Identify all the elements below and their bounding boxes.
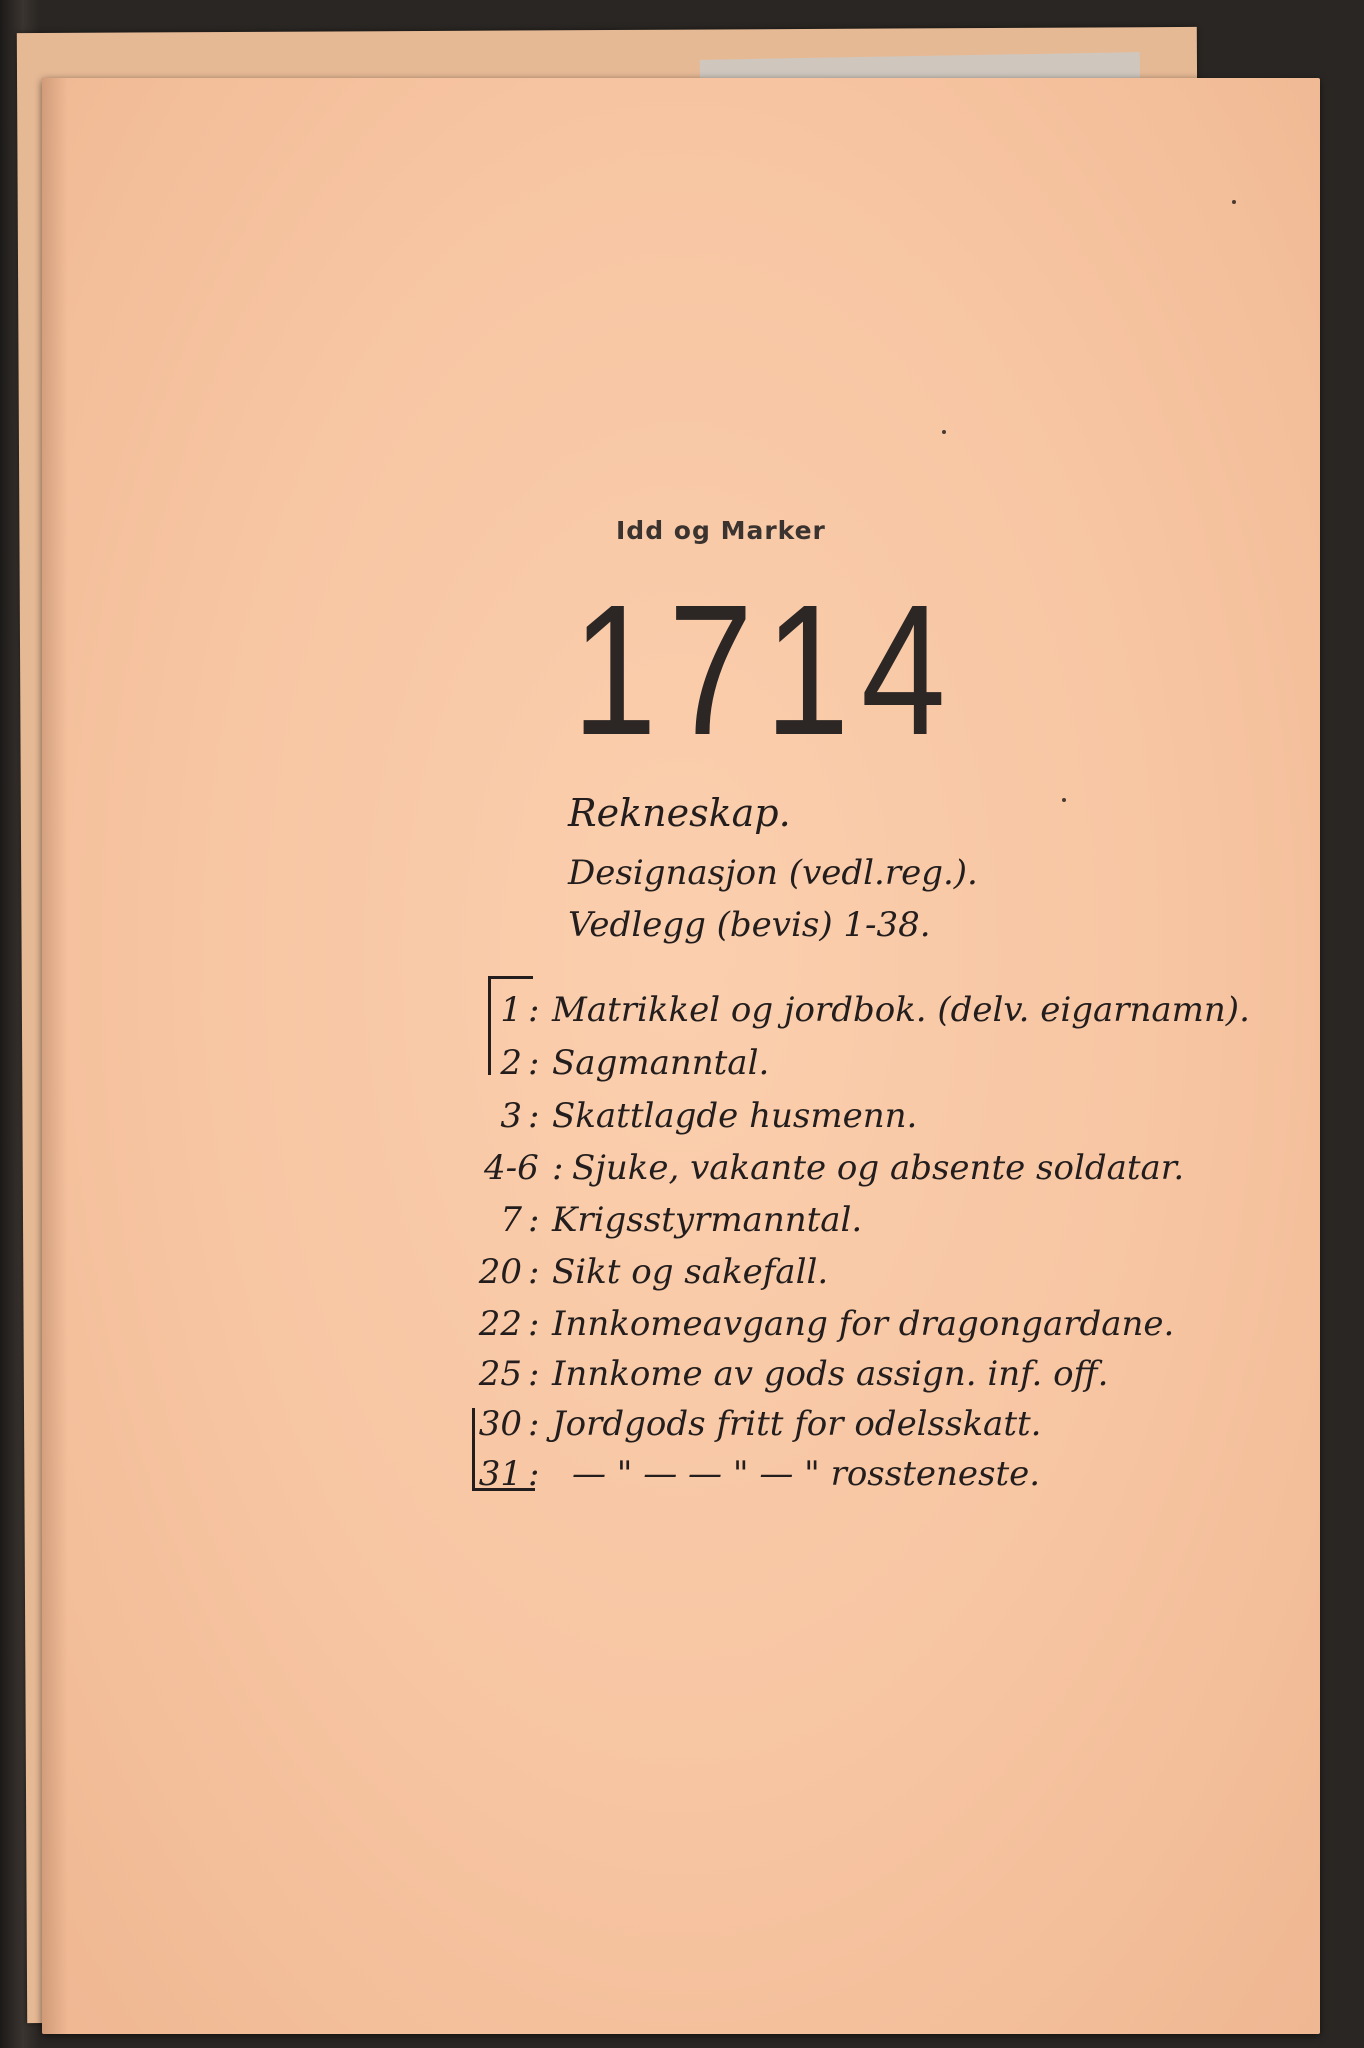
- page-shadow-edge: [42, 78, 68, 2034]
- year-title: 1714: [572, 567, 958, 774]
- document-page: [42, 78, 1320, 2034]
- item-colon: :: [528, 1404, 540, 1444]
- item-text: — " — — " — " rossteneste.: [572, 1454, 1041, 1494]
- item-number: 7: [500, 1200, 522, 1240]
- item-colon: :: [528, 990, 540, 1030]
- item-number: 20: [478, 1252, 522, 1292]
- item-text: Sagmanntal.: [552, 1043, 770, 1083]
- item-colon: :: [528, 1096, 540, 1136]
- subheading-designation: Designasjon (vedl.reg.).: [568, 853, 978, 893]
- item-number: 3: [500, 1096, 522, 1136]
- paper-speck: [1062, 798, 1066, 802]
- item-number: 30: [478, 1404, 522, 1444]
- item-number: 31: [478, 1454, 522, 1494]
- item-text: Jordgods fritt for odelsskatt.: [552, 1404, 1042, 1444]
- item-number: 2: [500, 1043, 522, 1083]
- item-colon: :: [528, 1454, 540, 1494]
- item-number: 25: [478, 1354, 522, 1394]
- item-colon: :: [528, 1200, 540, 1240]
- paper-speck: [1232, 200, 1236, 204]
- item-number: 1: [500, 990, 522, 1030]
- item-text: Innkomeavgang for dragongardane.: [552, 1304, 1175, 1344]
- item-colon: :: [528, 1304, 540, 1344]
- heading: Rekneskap.: [568, 791, 791, 835]
- item-text: Krigsstyrmanntal.: [552, 1200, 863, 1240]
- item-text: Innkome av gods assign. inf. off.: [552, 1354, 1109, 1394]
- archive-stamp: Idd og Marker: [616, 516, 826, 545]
- item-colon: :: [528, 1252, 540, 1292]
- item-colon: :: [528, 1354, 540, 1394]
- item-text: Skattlagde husmenn.: [552, 1096, 918, 1136]
- item-number: 4-6: [484, 1148, 539, 1188]
- paper-speck: [942, 430, 946, 434]
- item-text: Sjuke, vakante og absente soldatar.: [572, 1148, 1185, 1188]
- item-text: Matrikkel og jordbok. (delv. eigarnamn).: [552, 990, 1250, 1030]
- subheading-attachments: Vedlegg (bevis) 1-38.: [568, 905, 931, 945]
- item-colon: :: [528, 1043, 540, 1083]
- item-number: 22: [478, 1304, 522, 1344]
- item-colon: :: [552, 1148, 564, 1188]
- item-text: Sikt og sakefall.: [552, 1252, 829, 1292]
